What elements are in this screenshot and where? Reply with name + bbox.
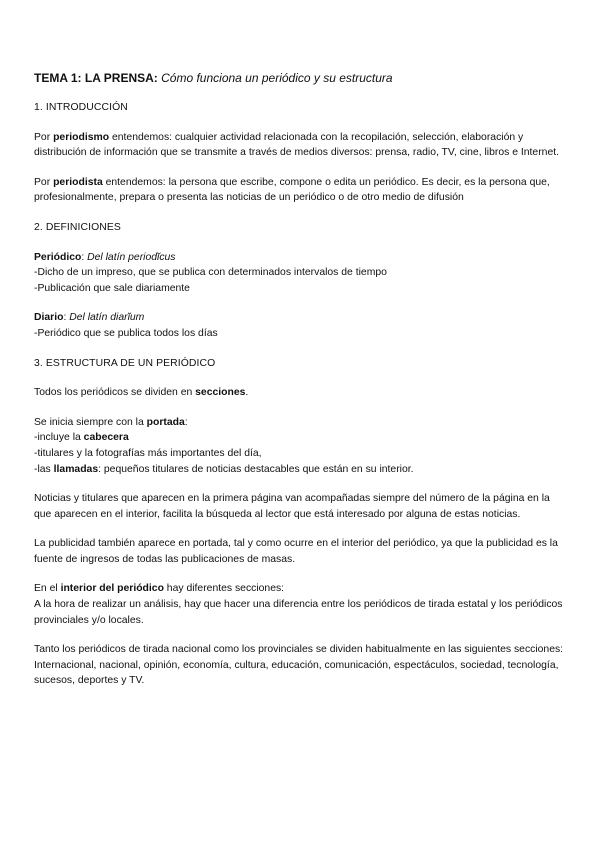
portada-list xyxy=(34,415,570,477)
term-interior: interior del periódico xyxy=(60,583,164,595)
text: Todos los periódicos se dividen en xyxy=(34,387,196,399)
paragraph-publicidad: La publicidad también aparece en portada, tal y como ocurre en el interior del periódico, ya que la publicidad es la fuente de ingresos de todas las publicaciones de masas. xyxy=(34,538,558,565)
paragraph-noticias: Noticias y titulares que aparecen en la primera página van acompañadas siempre del número de la página en la que aparecen en el interior, facilita la búsqueda al lector que está interesado por alguna de estas noticias. xyxy=(34,493,550,520)
paragraph-periodismo xyxy=(34,130,570,161)
text: Por xyxy=(34,176,54,188)
definition-diario xyxy=(34,310,570,341)
separator: : xyxy=(81,251,88,263)
separator: : xyxy=(63,312,70,324)
interior-text: A la hora de realizar un análisis, hay que hacer una diferencia entre los periódicos de tirada estatal y los periódicos provinciales y/o locales. xyxy=(34,599,563,626)
text: -las xyxy=(34,463,54,475)
paragraph-interior xyxy=(34,581,570,628)
definition-header xyxy=(34,250,570,266)
paragraph-secciones-lista: Tanto los periódicos de tirada nacional como los provinciales se dividen habitualmente en las siguientes secciones: Internacional, nacional, opinión, economía, cultura, educación, comunicación, espectáculos, sociedad, tecnología, sucesos, deportes y TV. xyxy=(34,644,564,687)
section-heading-definiciones: 2. DEFINICIONES xyxy=(34,221,121,233)
text: hay diferentes secciones: xyxy=(163,583,285,595)
definition-line: -Dicho de un impreso, que se publica con determinados intervalos de tiempo xyxy=(34,267,387,279)
etymology: Del latín diarĭum xyxy=(69,312,145,324)
list-item xyxy=(34,430,570,446)
page-title xyxy=(34,70,570,86)
section-heading-introduccion: 1. INTRODUCCIÓN xyxy=(34,102,128,113)
text: : xyxy=(184,416,188,428)
text: Por xyxy=(34,131,54,143)
text: : pequeños titulares de noticias destacables que están en su interior. xyxy=(98,463,414,475)
interior-intro xyxy=(34,581,570,597)
term-portada: portada xyxy=(146,416,185,428)
definition-header xyxy=(34,310,570,326)
text: entendemos: cualquier actividad relacionada con la recopilación, selección, elaboración y distribución de información que se transmite a través de medios diversos: prensa, radio, TV, cine, libros e Internet. xyxy=(34,131,559,159)
text: . xyxy=(245,387,249,399)
text: En el xyxy=(34,583,61,595)
portada-intro xyxy=(34,415,570,431)
title-bold: TEMA 1: LA PRENSA: xyxy=(34,71,158,85)
paragraph-periodista xyxy=(34,175,570,206)
title-italic: Cómo funciona un periódico y su estructura xyxy=(161,71,393,85)
term-periodista: periodista xyxy=(53,176,103,188)
section-heading-estructura: 3. ESTRUCTURA DE UN PERIÓDICO xyxy=(34,357,216,369)
list-item: -titulares y la fotografías más importantes del día, xyxy=(34,447,262,459)
term-secciones: secciones xyxy=(195,387,246,399)
definition-line: -Periódico que se publica todos los días xyxy=(34,327,218,339)
document-body xyxy=(34,70,570,703)
term-diario: Diario xyxy=(34,312,64,324)
definition-periodico xyxy=(34,250,570,297)
list-item xyxy=(34,462,570,478)
term-periodico: Periódico xyxy=(34,251,82,263)
paragraph-secciones xyxy=(34,385,570,401)
etymology: Del latín periodĭcus xyxy=(87,251,176,263)
text: -incluye la xyxy=(34,432,84,444)
term-periodismo: periodismo xyxy=(53,131,110,143)
text: entendemos: la persona que escribe, compone o edita un periódico. Es decir, es la persona que, profesionalmente, prepara o presenta las noticias de un periódico o de otro medio de difusión xyxy=(34,176,550,204)
term-cabecera: cabecera xyxy=(83,432,129,444)
definition-line: -Publicación que sale diariamente xyxy=(34,282,190,294)
term-llamadas: llamadas xyxy=(53,463,99,475)
text: Se inicia siempre con la xyxy=(34,416,147,428)
